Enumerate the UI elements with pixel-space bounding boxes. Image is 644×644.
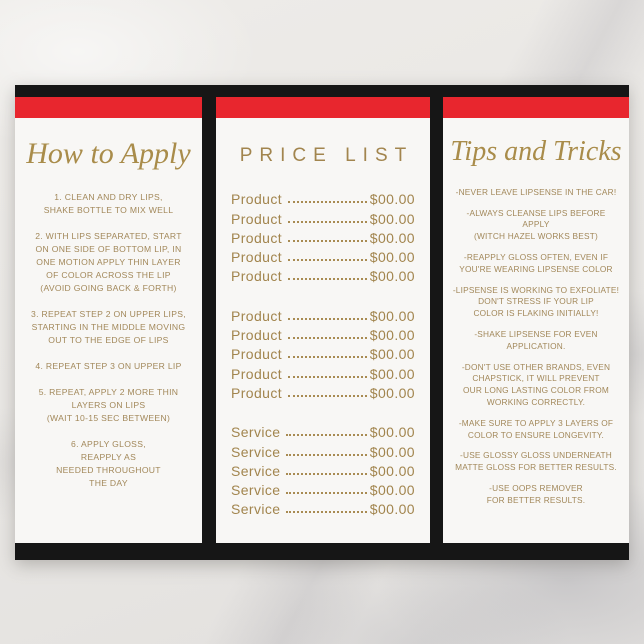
price-item-label: Product — [231, 210, 283, 227]
red-stripe — [216, 97, 430, 118]
price-item-label: Product — [231, 229, 283, 246]
price-item-value: $00.00 — [369, 482, 415, 499]
price-item-value: $00.00 — [369, 346, 415, 363]
apply-step: 6. APPLY GLOSS, REAPPLY AS NEEDED THROUGHOUT THE DAY — [56, 439, 161, 488]
price-group — [231, 421, 415, 517]
price-item-value: $00.00 — [369, 229, 415, 246]
price-row — [231, 188, 415, 207]
apply-steps-list — [15, 191, 202, 490]
dotted-leader — [286, 492, 366, 494]
panel-tips-and-tricks — [443, 97, 629, 543]
red-stripe — [15, 97, 202, 118]
price-row — [231, 440, 415, 459]
price-item-value: $00.00 — [369, 365, 415, 382]
red-stripe — [443, 97, 629, 118]
price-item-value: $00.00 — [369, 268, 415, 285]
price-item-label: Product — [231, 346, 283, 363]
price-item-value: $00.00 — [369, 424, 415, 441]
dotted-leader — [286, 473, 366, 475]
price-item-label: Service — [231, 424, 281, 441]
dotted-leader — [288, 201, 367, 203]
price-item-value: $00.00 — [369, 210, 415, 227]
panel-how-to-apply — [15, 97, 202, 543]
dotted-leader — [286, 434, 366, 436]
dotted-leader — [288, 240, 367, 242]
price-row — [231, 498, 415, 517]
tip-item: -ALWAYS CLEANSE LIPS BEFORE APPLY (WITCH HAZEL WORKS BEST) — [466, 207, 606, 242]
apply-step: 5. REPEAT, APPLY 2 MORE THIN LAYERS ON LIPS (WAIT 10-15 SEC BETWEEN) — [38, 387, 179, 423]
price-item-label: Service — [231, 443, 281, 460]
tip-item: -USE GLOSSY GLOSS UNDERNEATH MATTE GLOSS FOR BETTER RESULTS. — [455, 450, 617, 473]
tip-item: -USE OOPS REMOVER FOR BETTER RESULTS. — [486, 482, 586, 505]
price-group — [231, 304, 415, 400]
tip-item: -MAKE SURE TO APPLY 3 LAYERS OF COLOR TO ENSURE LONGEVITY. — [458, 417, 614, 440]
tips-body — [443, 118, 629, 543]
price-row — [231, 207, 415, 226]
how-to-apply-body — [15, 118, 202, 543]
price-item-value: $00.00 — [369, 307, 415, 324]
tip-item: -DON'T USE OTHER BRANDS, EVEN CHAPSTICK, IT WILL PREVENT OUR LONG LASTING COLOR FROM WORKING CORRECTLY. — [461, 361, 611, 407]
price-item-label: Service — [231, 482, 281, 499]
price-item-label: Product — [231, 384, 283, 401]
price-item-label: Service — [231, 462, 281, 479]
price-row — [231, 227, 415, 246]
dotted-leader — [286, 511, 366, 513]
tips-and-tricks-title: Tips and Tricks — [450, 136, 622, 167]
tip-item: -LIPSENSE IS WORKING TO EXFOLIATE! DON'T STRESS IF YOUR LIP COLOR IS FLAKING INITIALLY! — [452, 284, 620, 319]
panel-price-list — [216, 97, 430, 543]
price-item-label: Product — [231, 191, 283, 208]
tip-item: -NEVER LEAVE LIPSENSE IN THE CAR! — [455, 186, 617, 197]
trifold-brochure — [15, 85, 629, 560]
apply-step: 4. REPEAT STEP 3 ON UPPER LIP — [35, 361, 182, 371]
price-item-value: $00.00 — [369, 327, 415, 344]
price-row — [231, 479, 415, 498]
dotted-leader — [288, 318, 367, 320]
price-row — [231, 362, 415, 381]
dotted-leader — [288, 337, 367, 339]
price-item-value: $00.00 — [369, 384, 415, 401]
price-item-label: Service — [231, 501, 281, 518]
price-item-value: $00.00 — [369, 443, 415, 460]
price-item-label: Product — [231, 327, 283, 344]
price-row — [231, 265, 415, 284]
price-row — [231, 421, 415, 440]
price-item-label: Product — [231, 365, 283, 382]
apply-step: 3. REPEAT STEP 2 ON UPPER LIPS, STARTING IN THE MIDDLE MOVING OUT TO THE EDGE OF LIPS — [31, 309, 186, 345]
tip-item: -SHAKE LIPSENSE FOR EVEN APPLICATION. — [474, 328, 598, 351]
price-row — [231, 460, 415, 479]
how-to-apply-title: How to Apply — [26, 137, 191, 170]
price-row — [231, 324, 415, 343]
price-item-value: $00.00 — [369, 191, 415, 208]
price-group — [231, 188, 415, 284]
dotted-leader — [288, 376, 367, 378]
dotted-leader — [288, 395, 367, 397]
dotted-leader — [288, 356, 367, 358]
price-row — [231, 304, 415, 323]
dotted-leader — [286, 454, 366, 456]
price-item-label: Product — [231, 307, 283, 324]
price-list-title: PRICE LIST — [239, 145, 414, 166]
price-item-value: $00.00 — [369, 249, 415, 266]
dotted-leader — [288, 221, 367, 223]
tips-list — [443, 187, 629, 507]
price-item-value: $00.00 — [369, 501, 415, 518]
dotted-leader — [288, 259, 367, 261]
price-list-body — [216, 118, 430, 543]
price-row — [231, 246, 415, 265]
price-item-label: Product — [231, 268, 283, 285]
apply-step: 2. WITH LIPS SEPARATED, START ON ONE SIDE OF BOTTOM LIP, IN ONE MOTION APPLY THIN LAYER OF COLOR ACROSS THE LIP (AVOID GOING BACK & FORTH) — [35, 231, 182, 293]
price-row — [231, 343, 415, 362]
tip-item: -REAPPLY GLOSS OFTEN, EVEN IF YOU'RE WEARING LIPSENSE COLOR — [459, 251, 613, 274]
price-item-value: $00.00 — [369, 462, 415, 479]
price-list-groups — [216, 188, 430, 517]
dotted-leader — [288, 278, 367, 280]
price-row — [231, 382, 415, 401]
apply-step: 1. CLEAN AND DRY LIPS, SHAKE BOTTLE TO MIX WELL — [43, 192, 174, 215]
price-item-label: Product — [231, 249, 283, 266]
